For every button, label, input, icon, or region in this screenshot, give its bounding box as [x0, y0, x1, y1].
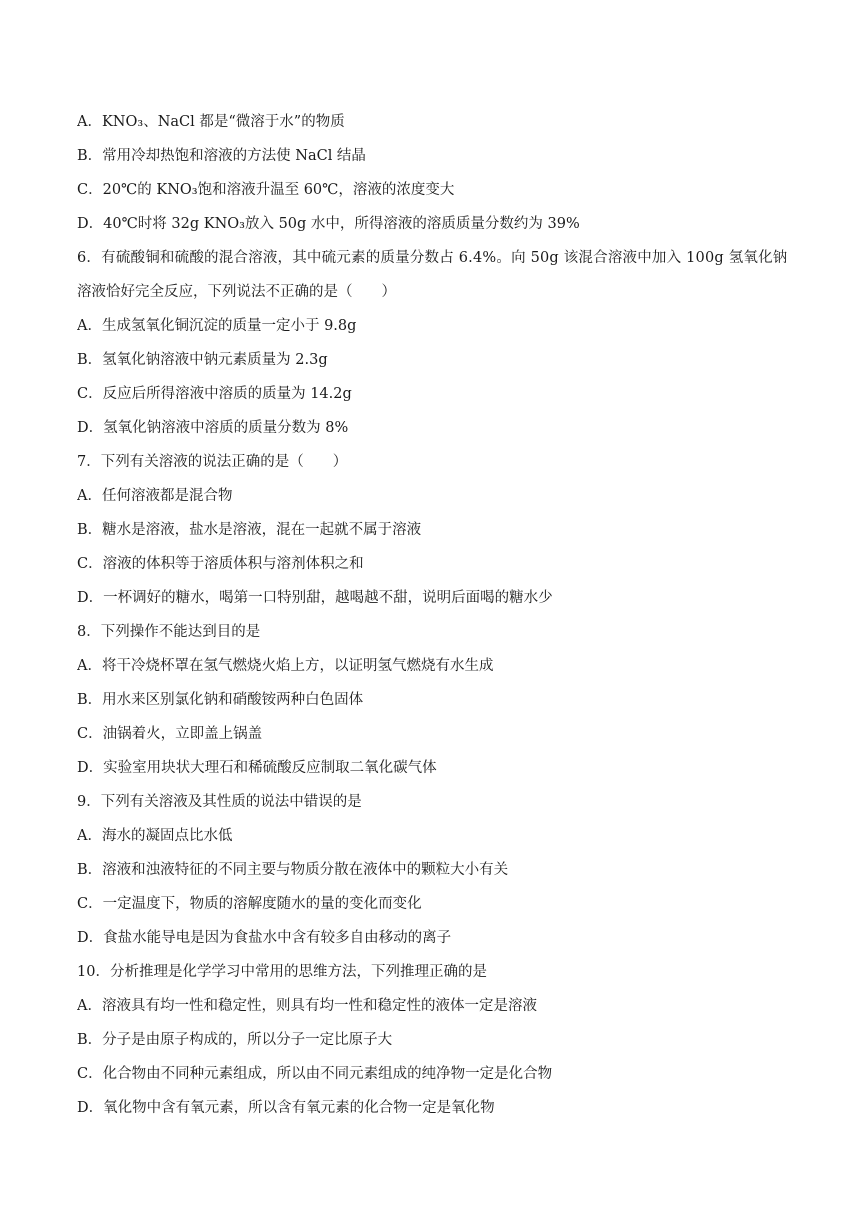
- option-line: A．任何溶液都是混合物: [77, 488, 233, 504]
- option-line: D．实验室用块状大理石和稀硫酸反应制取二氧化碳气体: [77, 760, 437, 776]
- option-line: C．一定温度下，物质的溶解度随水的量的变化而变化: [77, 896, 422, 912]
- option-line: C．油锅着火，立即盖上锅盖: [77, 726, 263, 742]
- option-line: D．氧化物中含有氧元素，所以含有氧元素的化合物一定是氧化物: [77, 1100, 495, 1116]
- option-line: D．食盐水能导电是因为食盐水中含有较多自由移动的离子: [77, 930, 452, 946]
- question-stem: 7．下列有关溶液的说法正确的是（ ）: [77, 454, 348, 470]
- option-line: B．用水来区别氯化钠和硝酸铵两种白色固体: [77, 692, 364, 708]
- option-line: A．溶液具有均一性和稳定性，则具有均一性和稳定性的液体一定是溶液: [77, 998, 537, 1014]
- option-line: B．糖水是溶液，盐水是溶液，混在一起就不属于溶液: [77, 522, 422, 538]
- question-stem: 6．有硫酸铜和硫酸的混合溶液，其中硫元素的质量分数占 6.4%。向 50g 该混合溶液中加入 100g 氢氧化钠: [77, 250, 787, 266]
- option-line: B．溶液和浊液特征的不同主要与物质分散在液体中的颗粒大小有关: [77, 862, 509, 878]
- question-stem: 溶液恰好完全反应，下列说法不正确的是（ ）: [77, 284, 396, 300]
- option-line: D．40℃时将 32g KNO₃放入 50g 水中，所得溶液的溶质质量分数约为 39%: [77, 216, 580, 232]
- option-line: C．化合物由不同种元素组成，所以由不同元素组成的纯净物一定是化合物: [77, 1066, 553, 1082]
- option-line: A．将干冷烧杯罩在氢气燃烧火焰上方，以证明氢气燃烧有水生成: [77, 658, 494, 674]
- option-line: C．反应后所得溶液中溶质的质量为 14.2g: [77, 386, 352, 402]
- question-list: [77, 108, 787, 1128]
- option-line: C．溶液的体积等于溶质体积与溶剂体积之和: [77, 556, 364, 572]
- question-stem: 8．下列操作不能达到目的是: [77, 624, 261, 640]
- option-line: B．常用冷却热饱和溶液的方法使 NaCl 结晶: [77, 148, 366, 164]
- question-stem: 9．下列有关溶液及其性质的说法中错误的是: [77, 794, 362, 810]
- option-line: D．一杯调好的糖水，喝第一口特别甜，越喝越不甜，说明后面喝的糖水少: [77, 590, 553, 606]
- option-line: D．氢氧化钠溶液中溶质的质量分数为 8%: [77, 420, 349, 436]
- option-line: A．KNO₃、NaCl 都是“微溶于水”的物质: [77, 114, 345, 130]
- option-line: B．分子是由原子构成的，所以分子一定比原子大: [77, 1032, 393, 1048]
- option-line: B．氢氧化钠溶液中钠元素质量为 2.3g: [77, 352, 328, 368]
- option-line: A．海水的凝固点比水低: [77, 828, 233, 844]
- option-line: C．20℃的 KNO₃饱和溶液升温至 60℃，溶液的浓度变大: [77, 182, 455, 198]
- option-line: A．生成氢氧化铜沉淀的质量一定小于 9.8g: [77, 318, 357, 334]
- question-stem: 10．分析推理是化学学习中常用的思维方法，下列推理正确的是: [77, 964, 487, 980]
